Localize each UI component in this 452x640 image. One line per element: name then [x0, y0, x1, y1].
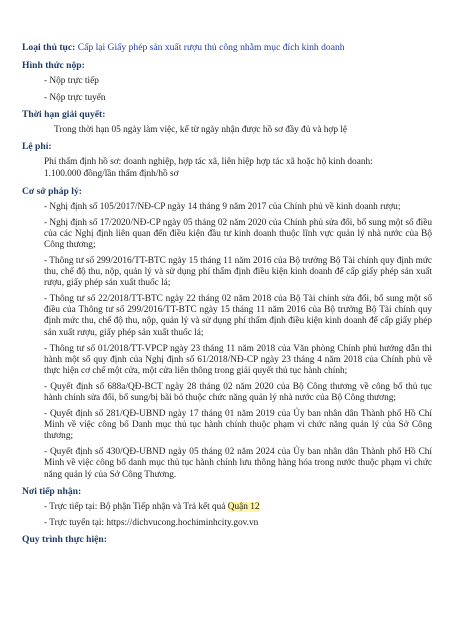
legal-item: - Nghị định số 17/2020/NĐ-CP ngày 05 tháng 02 năm 2020 của Chính phủ sửa đổi, bổ sung một số điều của các Nghị định liên quan đến điều kiện đầu tư kinh doanh thuộc lĩnh vực quản lý nhà nước của Bộ Công thương;	[44, 217, 432, 250]
deadline-heading: Thời hạn giải quyết:	[22, 109, 106, 121]
receiving-heading: Nơi tiếp nhận:	[22, 485, 82, 497]
legal-item: - Thông tư số 299/2016/TT-BTC ngày 15 tháng 11 năm 2016 của Bộ trưởng Bộ Tài chính quy định mức thu, chế độ thu, nộp, quản lý và sử dụng phí thẩm định điều kiện kinh doanh để cấp giấy phép sản xuất rượu, giấy phép sản xuất thuốc lá;	[44, 255, 432, 289]
submission-item: - Nộp trực tuyến	[44, 92, 106, 103]
fee-line-2: 1.100.000 đồng/lần thẩm định/hồ sơ	[44, 169, 179, 180]
submission-heading: Hình thức nộp:	[22, 60, 85, 72]
receiving-direct-district: Quận 12	[227, 501, 260, 512]
legal-item: - Thông tư số 22/2018/TT-BTC ngày 22 tháng 02 năm 2018 của Bộ Tài chính sửa đổi, bổ sung một số điều của Thông tư số 299/2016/TT-BTC ngày 15 tháng 11 năm 2016 của Bộ trưởng Bộ Tài chính quy định mức thu, chế độ thu, nộp, quản lý và sử dụng phí thẩm định điều kiện kinh doanh để cấp giấy phép sản xuất rượu, giấy phép sản xuất thuốc lá;	[44, 294, 432, 338]
deadline-text: Trong thời hạn 05 ngày làm việc, kể từ ngày nhận được hồ sơ đầy đủ và hợp lệ	[54, 125, 348, 136]
receiving-direct-text: - Trực tiếp tại: Bộ phận Tiếp nhận và Trả kết quả	[44, 501, 228, 512]
fee-heading: Lệ phí:	[22, 141, 52, 153]
legal-item: - Quyết định số 281/QĐ-UBND ngày 17 tháng 01 năm 2019 của Ủy ban nhân dân Thành phố Hồ Chí Minh về việc công bố Danh mục thủ tục hành chính thuộc phạm vi chức năng quản lý của Sở Công thương;	[44, 409, 432, 442]
legal-item: - Quyết định số 688a/QĐ-BCT ngày 28 tháng 02 năm 2020 của Bộ Công thương về công bố thủ tục hành chính sửa đổi, bổ sung/bị bãi bỏ thuộc chức năng quản lý nhà nước của Bộ Công thương;	[44, 381, 432, 404]
procedure-name: Cấp lại Giấy phép sản xuất rượu thủ công nhằm mục đích kinh doanh	[77, 42, 345, 53]
workflow-heading: Quy trình thực hiện:	[22, 534, 107, 546]
legal-item: - Thông tư số 01/2018/TT-VPCP ngày 23 tháng 11 năm 2018 của Văn phòng Chính phủ hướng dẫn thi hành một số quy định của Nghị định số 61/2018/NĐ-CP ngày 23 tháng 4 năm 2018 của Chính phủ về thực hiện cơ chế một cửa, một cửa liên thông trong giải quyết thủ tục hành chính;	[44, 343, 432, 376]
fee-text	[22, 157, 432, 180]
legal-item: - Nghị định số 105/2017/NĐ-CP ngày 14 tháng 9 năm 2017 của Chính phủ về kinh doanh rượu;	[44, 201, 401, 212]
procedure-label: Loại thủ tục:	[22, 42, 76, 53]
submission-item: - Nộp trực tiếp	[44, 76, 99, 87]
fee-line-1: Phí thẩm định hồ sơ: doanh nghiệp, hợp tác xã, liên hiệp hợp tác xã hoặc hộ kinh doanh:	[44, 157, 373, 168]
procedure-row	[22, 42, 432, 54]
receiving-direct	[22, 502, 432, 513]
receiving-online: - Trực tuyến tại: https://dichvucong.hochiminhcity.gov.vn	[44, 518, 259, 529]
legal-heading: Cơ sở pháp lý:	[22, 185, 82, 197]
legal-item: - Quyết định số 430/QĐ-UBND ngày 05 tháng 02 năm 2024 của Ủy ban nhân dân Thành phố Hồ Chí Minh về việc công bố danh mục thủ tục hành chính lưu thông hàng hóa trong nước thuộc phạm vi chức năng quản lý của Sở Công Thương.	[44, 447, 432, 480]
